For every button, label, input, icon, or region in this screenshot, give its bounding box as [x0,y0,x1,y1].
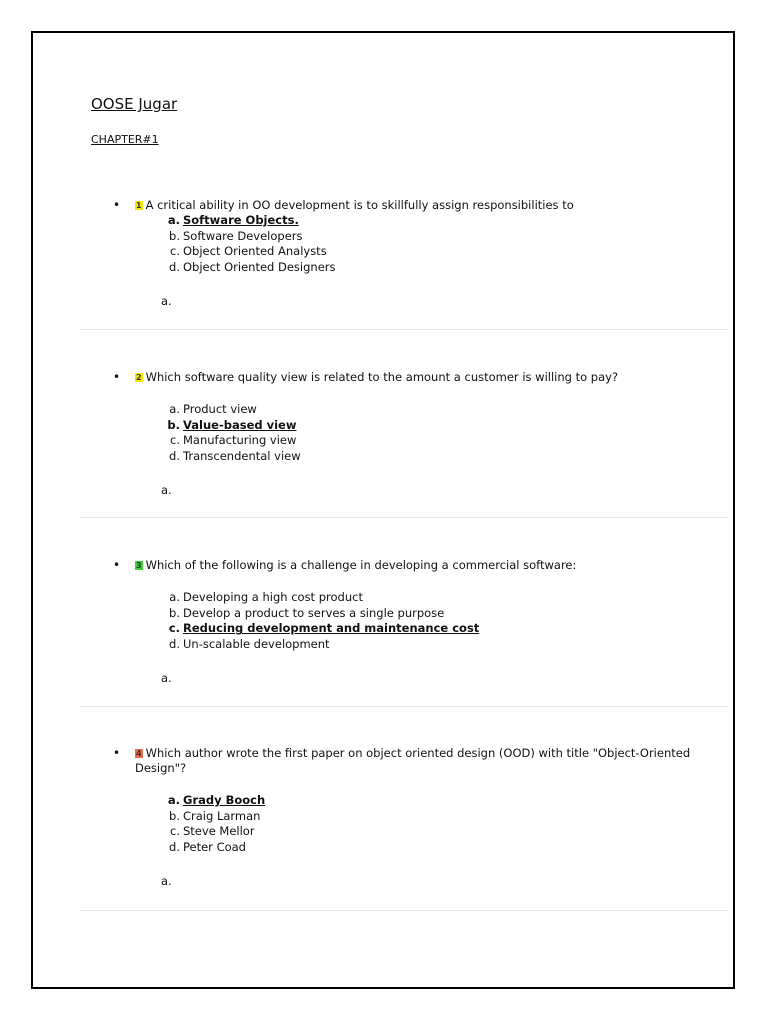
question-2-prompt [91,370,723,385]
option-list [91,793,723,856]
question-text: Which of the following is a challenge in developing a commercial software: [145,558,577,572]
question-text: A critical ability in OO development is to skillfully assign responsibilities to [145,198,574,212]
option-d[interactable]: d. Peter Coad [169,840,246,855]
question-4-prompt [91,746,723,776]
chapter-heading: CHAPTER#1 [91,133,159,146]
question-3 [91,558,723,685]
option-b[interactable]: b. Develop a product to serves a single purpose [169,605,445,620]
option-a[interactable]: a. Product view [169,402,257,416]
answer-line: a. [161,670,172,685]
option-list [91,213,723,276]
option-a[interactable]: a. Grady Booch [167,793,266,807]
answer-line: a. [161,482,172,497]
option-d[interactable]: d. Un-scalable development [169,637,330,652]
question-number-badge: 3 [136,561,142,570]
option-c[interactable]: c. Reducing development and maintenance cost [168,621,480,636]
option-c[interactable]: c. Manufacturing view [170,433,297,448]
question-2 [91,370,723,497]
bullet-icon: • [113,198,121,212]
divider [79,706,729,707]
option-list [91,590,723,653]
bullet-icon: • [113,370,121,384]
option-b[interactable]: b. Software Developers [169,228,303,243]
answer-line: a. [161,873,172,888]
divider [79,910,729,911]
option-d[interactable]: d. Transcendental view [169,449,301,464]
bullet-icon: • [113,558,121,572]
question-3-prompt [91,558,723,573]
question-1 [91,198,723,308]
question-number-badge: 2 [136,373,142,382]
question-number-badge: 1 [136,201,142,210]
question-4 [91,746,723,888]
document-title: OOSE Jugar [91,95,178,113]
option-b[interactable]: b. Craig Larman [169,808,261,823]
option-b[interactable]: b. Value-based view [167,417,297,432]
question-text: Which author wrote the first paper on object oriented design (OOD) with title "Object-Oriented Design"? [135,746,691,775]
document-page [31,31,735,989]
option-d[interactable]: d. Object Oriented Designers [169,260,336,275]
option-a[interactable]: a. Developing a high cost product [169,590,363,604]
divider [79,329,729,330]
option-a[interactable]: a. Software Objects. [167,213,299,227]
option-list [91,402,723,465]
question-1-prompt [91,198,723,213]
bullet-icon: • [113,746,121,760]
option-c[interactable]: c. Steve Mellor [170,824,255,839]
question-number-badge: 4 [136,749,142,758]
option-c[interactable]: c. Object Oriented Analysts [170,244,327,259]
divider [79,517,729,518]
question-text: Which software quality view is related to the amount a customer is willing to pay? [145,370,619,384]
answer-line: a. [161,293,172,308]
